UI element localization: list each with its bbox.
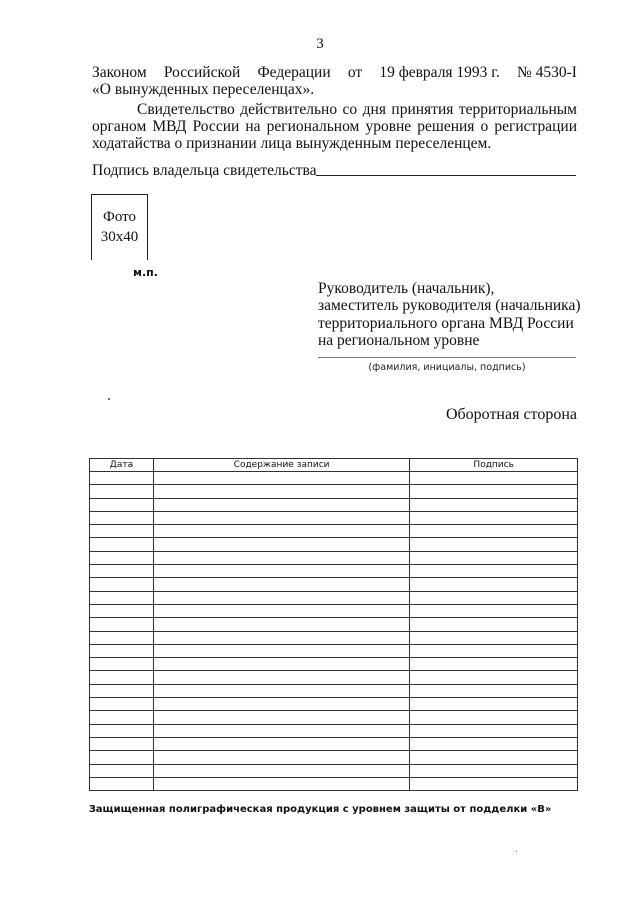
signature-cell[interactable] — [410, 604, 578, 617]
table-row — [90, 658, 578, 671]
signatory-line-1: Руководитель (начальник), — [318, 280, 495, 297]
content-cell[interactable] — [153, 565, 409, 578]
content-cell[interactable] — [153, 724, 409, 737]
date-cell[interactable] — [90, 671, 154, 684]
stamp-place-label: м.п. — [133, 266, 158, 279]
column-header-content: Содержание записи — [153, 459, 409, 472]
signature-cell[interactable] — [410, 737, 578, 750]
date-cell[interactable] — [90, 485, 154, 498]
signature-cell[interactable] — [410, 498, 578, 511]
text-word: органом — [92, 118, 147, 135]
signatory-line-4: на региональном уровне — [318, 332, 480, 349]
date-cell[interactable] — [90, 538, 154, 551]
date-cell[interactable] — [90, 578, 154, 591]
date-cell[interactable] — [90, 525, 154, 538]
signature-cell[interactable] — [410, 525, 578, 538]
validity-line-3: ходатайства о признании лица вынужденным переселенцем. — [92, 135, 492, 152]
date-cell[interactable] — [90, 511, 154, 524]
column-header-signature: Подпись — [410, 459, 578, 472]
content-cell[interactable] — [153, 538, 409, 551]
text-word: о — [480, 118, 489, 135]
signature-cell[interactable] — [410, 578, 578, 591]
text-word: Российской — [163, 64, 241, 81]
date-cell[interactable] — [90, 658, 154, 671]
text-word: № 4530-I — [516, 64, 577, 81]
content-cell[interactable] — [153, 631, 409, 644]
date-cell[interactable] — [90, 711, 154, 724]
table-row — [90, 472, 578, 485]
content-cell[interactable] — [153, 498, 409, 511]
reverse-side-title: Оборотная сторона — [445, 406, 577, 423]
content-cell[interactable] — [153, 737, 409, 750]
signature-cell[interactable] — [410, 485, 578, 498]
table-row — [90, 777, 578, 790]
date-cell[interactable] — [90, 644, 154, 657]
signature-cell[interactable] — [410, 644, 578, 657]
security-footer: Защищенная полиграфическая продукция с уровнем защиты от подделки «В» — [88, 804, 552, 815]
content-cell[interactable] — [153, 698, 409, 711]
text-word: территориальным — [458, 101, 577, 118]
page-number: 3 — [316, 36, 324, 52]
date-cell[interactable] — [90, 498, 154, 511]
content-cell[interactable] — [153, 711, 409, 724]
photo-label: Фото — [102, 209, 136, 225]
content-cell[interactable] — [153, 764, 409, 777]
content-cell[interactable] — [153, 525, 409, 538]
table-row — [90, 498, 578, 511]
content-cell[interactable] — [153, 777, 409, 790]
content-cell[interactable] — [153, 551, 409, 564]
date-cell[interactable] — [90, 737, 154, 750]
date-cell[interactable] — [90, 618, 154, 631]
text-word: МВД — [152, 118, 187, 135]
scan-speck — [108, 398, 110, 400]
content-cell[interactable] — [153, 511, 409, 524]
signature-cell[interactable] — [410, 764, 578, 777]
table-row — [90, 698, 578, 711]
table-row — [90, 764, 578, 777]
text-word: уровне — [365, 118, 412, 135]
table-row — [90, 751, 578, 764]
table-row — [90, 565, 578, 578]
content-cell[interactable] — [153, 671, 409, 684]
signature-cell[interactable] — [410, 724, 578, 737]
date-cell[interactable] — [90, 684, 154, 697]
content-cell[interactable] — [153, 618, 409, 631]
photo-placeholder — [91, 194, 147, 260]
text-word: решения — [417, 118, 475, 135]
table-row — [90, 551, 578, 564]
date-cell[interactable] — [90, 472, 154, 485]
text-word: регистрации — [494, 118, 577, 135]
date-cell[interactable] — [90, 751, 154, 764]
table-row — [90, 644, 578, 657]
table-row — [90, 578, 578, 591]
text-word: региональном — [266, 118, 360, 135]
signature-cell[interactable] — [410, 684, 578, 697]
signature-cell[interactable] — [410, 658, 578, 671]
signature-cell[interactable] — [410, 565, 578, 578]
table-row — [90, 671, 578, 684]
date-cell[interactable] — [90, 565, 154, 578]
table-row — [90, 604, 578, 617]
signatory-line-2: заместитель руководителя (начальника) — [318, 297, 581, 314]
date-cell[interactable] — [90, 724, 154, 737]
signature-cell[interactable] — [410, 698, 578, 711]
signature-cell[interactable] — [410, 618, 578, 631]
content-cell[interactable] — [153, 604, 409, 617]
signature-cell[interactable] — [410, 511, 578, 524]
column-header-date: Дата — [90, 459, 154, 472]
table-row — [90, 485, 578, 498]
content-cell[interactable] — [153, 472, 409, 485]
signature-cell[interactable] — [410, 631, 578, 644]
text-word: на — [245, 118, 261, 135]
content-cell[interactable] — [153, 485, 409, 498]
content-cell[interactable] — [153, 591, 409, 604]
table-row — [90, 538, 578, 551]
date-cell[interactable] — [90, 631, 154, 644]
photo-box-edge — [145, 194, 148, 260]
law-title-line: «О вынужденных переселенцах». — [92, 81, 315, 98]
content-cell[interactable] — [153, 751, 409, 764]
date-cell[interactable] — [90, 604, 154, 617]
text-word: принятия — [391, 101, 454, 118]
holder-signature-label: Подпись владельца свидетельства — [92, 162, 317, 179]
text-word: действительно — [240, 101, 338, 118]
table-row — [90, 724, 578, 737]
photo-size: 30х40 — [100, 229, 139, 245]
table-row — [90, 737, 578, 750]
content-cell[interactable] — [153, 578, 409, 591]
text-word: дня — [362, 101, 386, 118]
signature-cell[interactable] — [410, 711, 578, 724]
table-row — [90, 684, 578, 697]
signature-cell[interactable] — [410, 472, 578, 485]
text-word: 19 февраля 1993 г. — [379, 64, 500, 81]
signature-cell[interactable] — [410, 751, 578, 764]
table-row — [90, 591, 578, 604]
holder-signature-line — [316, 175, 576, 176]
date-cell[interactable] — [90, 777, 154, 790]
date-cell[interactable] — [90, 698, 154, 711]
content-cell[interactable] — [153, 684, 409, 697]
signature-cell[interactable] — [410, 671, 578, 684]
signature-cell[interactable] — [410, 551, 578, 564]
text-word: со — [342, 101, 358, 118]
signature-cell[interactable] — [410, 591, 578, 604]
signatory-signature-line — [318, 357, 576, 358]
signature-cell[interactable] — [410, 538, 578, 551]
text-word: Свидетельство — [137, 101, 235, 118]
date-cell[interactable] — [90, 551, 154, 564]
records-table-header — [90, 459, 578, 472]
scan-speck — [516, 851, 517, 852]
table-row — [90, 511, 578, 524]
text-word: от — [347, 64, 363, 81]
signatory-line-3: территориального органа МВД России — [318, 315, 574, 332]
table-row — [90, 711, 578, 724]
content-cell[interactable] — [153, 644, 409, 657]
table-row — [90, 618, 578, 631]
table-row — [90, 631, 578, 644]
text-word: России — [192, 118, 240, 135]
signature-cell[interactable] — [410, 777, 578, 790]
content-cell[interactable] — [153, 658, 409, 671]
text-word: Законом — [92, 64, 147, 81]
table-row — [90, 525, 578, 538]
text-word: Федерации — [257, 64, 331, 81]
date-cell[interactable] — [90, 591, 154, 604]
records-table — [89, 458, 578, 791]
date-cell[interactable] — [90, 764, 154, 777]
signatory-caption: (фамилия, инициалы, подпись) — [368, 362, 526, 373]
